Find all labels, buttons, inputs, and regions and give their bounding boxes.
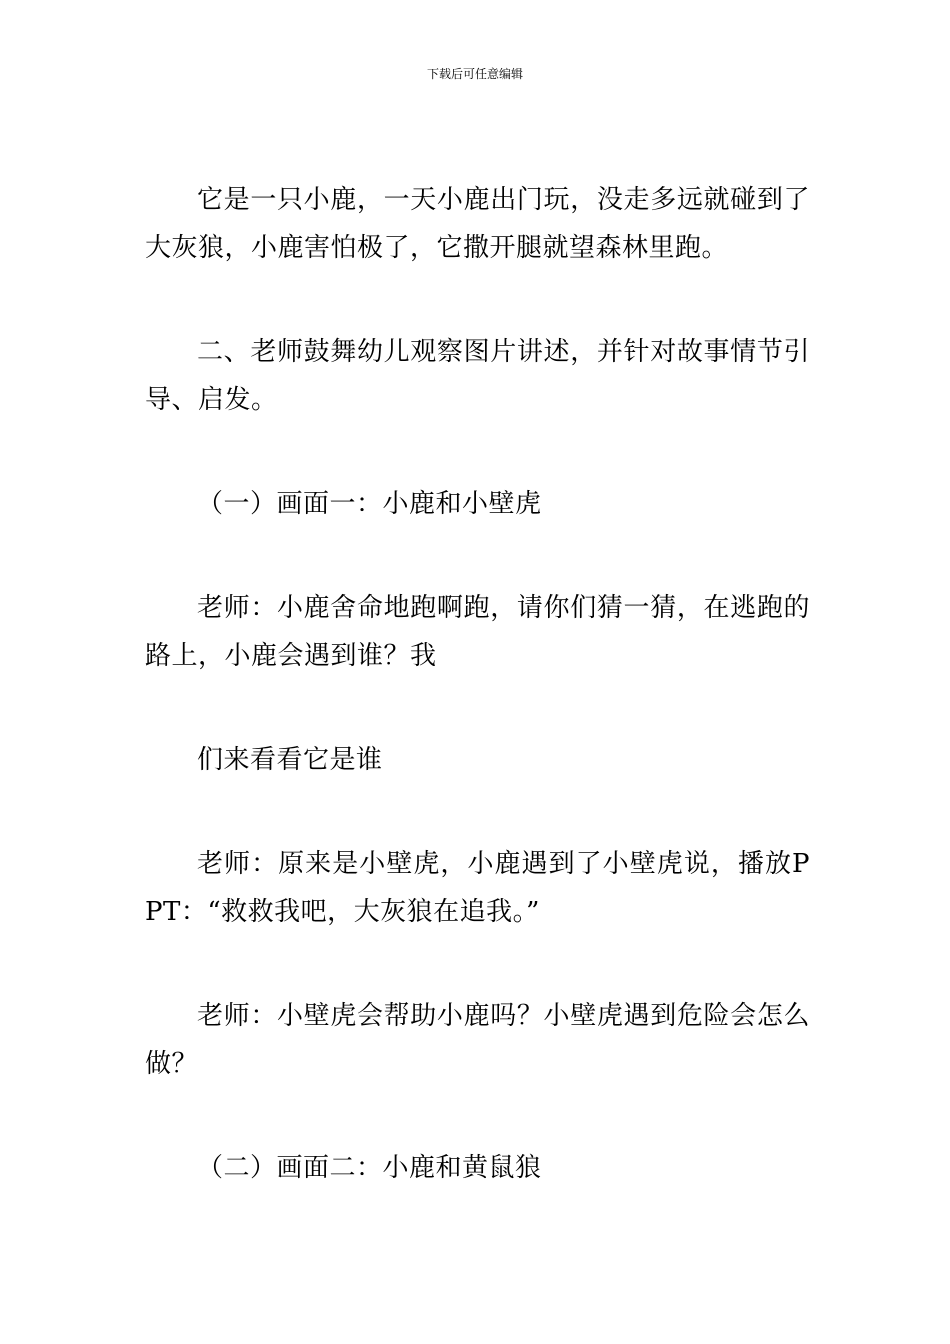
page-header: 下载后可任意编辑 <box>426 67 523 81</box>
paragraph-see-who: 们来看看它是谁 <box>197 745 383 775</box>
paragraph-scene-two-heading: （二）画面二：小鹿和黄鼠狼 <box>197 1153 542 1183</box>
document-body <box>145 176 810 1248</box>
paragraph-teacher-gecko: 老师：原来是小壁虎，小鹿遇到了小壁虎说，播放PPT：“救救我吧，大灰狼在追我。” <box>145 849 810 927</box>
paragraph-teacher-question-1: 老师：小鹿舍命地跑啊跑，请你们猜一猜，在逃跑的路上，小鹿会遇到谁？我 <box>145 593 810 671</box>
paragraph-teacher-question-2: 老师：小壁虎会帮助小鹿吗？小壁虎遇到危险会怎么做？ <box>145 1001 810 1079</box>
paragraph-step-two: 二、老师鼓舞幼儿观察图片讲述，并针对故事情节引导、启发。 <box>145 337 810 415</box>
paragraph-deer-intro: 它是一只小鹿，一天小鹿出门玩，没走多远就碰到了大灰狼，小鹿害怕极了，它撒开腿就望森林里跑。 <box>145 185 810 263</box>
paragraph-scene-one-heading: （一）画面一：小鹿和小壁虎 <box>197 489 542 519</box>
